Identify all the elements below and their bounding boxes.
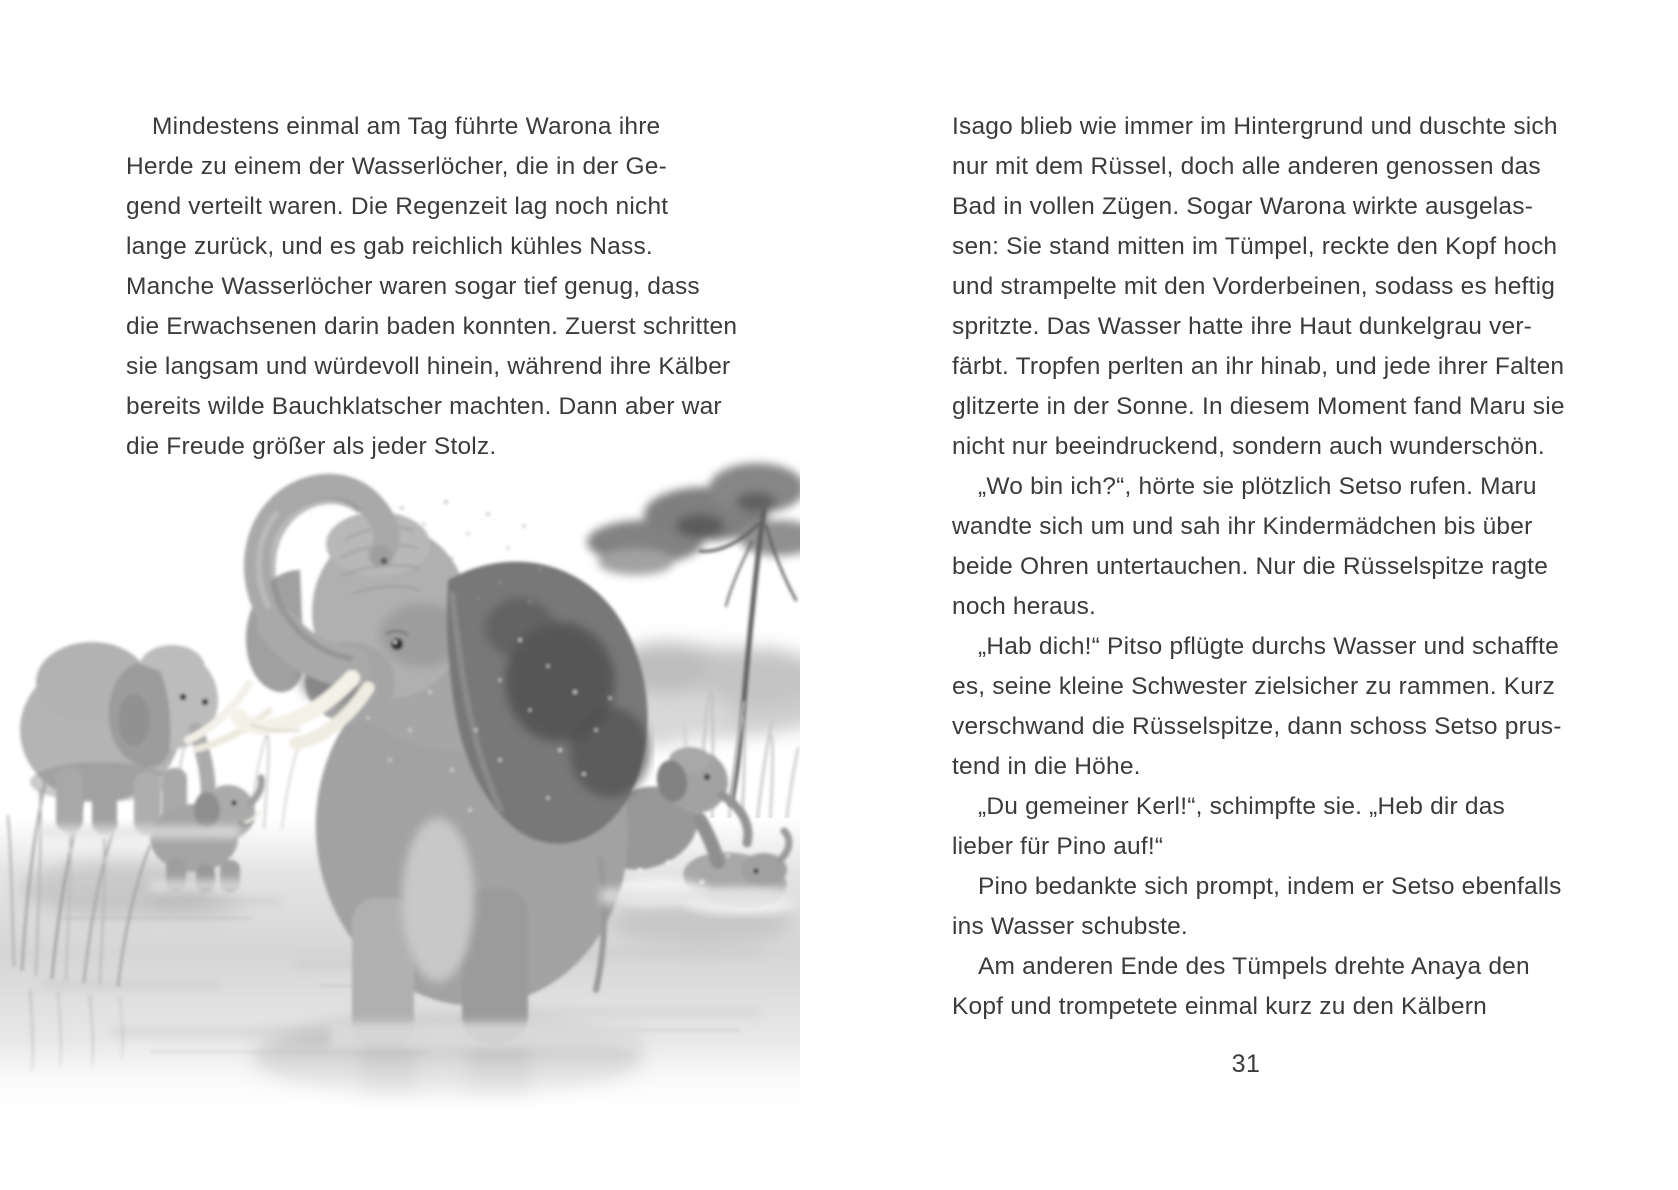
text-line: die Freude größer als jeder Stolz. [126, 433, 497, 460]
text-line: spritzte. Das Wasser hatte ihre Haut dunkelgrau ver- [952, 313, 1533, 340]
text-line: „Wo bin ich?“, hörte sie plötzlich Setso rufen. Maru [978, 473, 1537, 500]
text-line: ins Wasser schubste. [952, 913, 1188, 940]
text-line: tend in die Höhe. [952, 753, 1141, 780]
left-page-text [126, 107, 737, 467]
elephants-bathing-illustration [0, 430, 800, 1120]
text-line: beide Ohren untertauchen. Nur die Rüsselspitze ragte [952, 553, 1549, 580]
text-line: sen: Sie stand mitten im Tümpel, reckte den Kopf hoch [952, 233, 1558, 260]
text-line: gend verteilt waren. Die Regenzeit lag noch nicht [126, 193, 669, 220]
text-line: glitzerte in der Sonne. In diesem Moment fand Maru sie [952, 393, 1565, 420]
text-line: bereits wilde Bauchklatscher machten. Dann aber war [126, 393, 722, 420]
text-line: Isago blieb wie immer im Hintergrund und duschte sich [952, 113, 1558, 140]
text-line: noch heraus. [952, 593, 1097, 620]
right-page-text [952, 107, 1565, 1027]
text-line: „Du gemeiner Kerl!“, schimpfte sie. „Heb dir das [978, 793, 1506, 820]
text-line: Manche Wasserlöcher waren sogar tief genug, dass [126, 273, 700, 300]
text-line: die Erwachsenen darin baden konnten. Zuerst schritten [126, 313, 738, 340]
text-line: nur mit dem Rüssel, doch alle anderen genossen das [952, 153, 1541, 180]
text-line: Mindestens einmal am Tag führte Warona ihre [152, 113, 661, 140]
text-line: lange zurück, und es gab reichlich kühles Nass. [126, 233, 653, 260]
text-line: und strampelte mit den Vorderbeinen, sodass es heftig [952, 273, 1556, 300]
text-line: sie langsam und würdevoll hinein, während ihre Kälber [126, 353, 731, 380]
text-line: färbt. Tropfen perlten an ihr hinab, und jede ihrer Falten [952, 353, 1565, 380]
text-line: lieber für Pino auf!“ [952, 833, 1164, 860]
text-line: verschwand die Rüsselspitze, dann schoss Setso prus- [952, 713, 1562, 740]
page-number: 31 [1231, 1050, 1261, 1078]
bottom-fade [0, 1038, 800, 1120]
text-line: wandte sich um und sah ihr Kindermädchen bis über [952, 513, 1533, 540]
text-line: Am anderen Ende des Tümpels drehte Anaya den [978, 953, 1530, 980]
text-line: Kopf und trompetete einmal kurz zu den Kälbern [952, 993, 1487, 1020]
text-line: Herde zu einem der Wasserlöcher, die in der Ge- [126, 153, 667, 180]
text-line: nicht nur beeindruckend, sondern auch wunderschön. [952, 433, 1545, 460]
text-line: Bad in vollen Zügen. Sogar Warona wirkte ausgelas- [952, 193, 1534, 220]
text-line: „Hab dich!“ Pitso pflügte durchs Wasser und schaffte [978, 633, 1559, 660]
text-line: es, seine kleine Schwester zielsicher zu rammen. Kurz [952, 673, 1555, 700]
text-line: Pino bedankte sich prompt, indem er Setso ebenfalls [978, 873, 1562, 900]
